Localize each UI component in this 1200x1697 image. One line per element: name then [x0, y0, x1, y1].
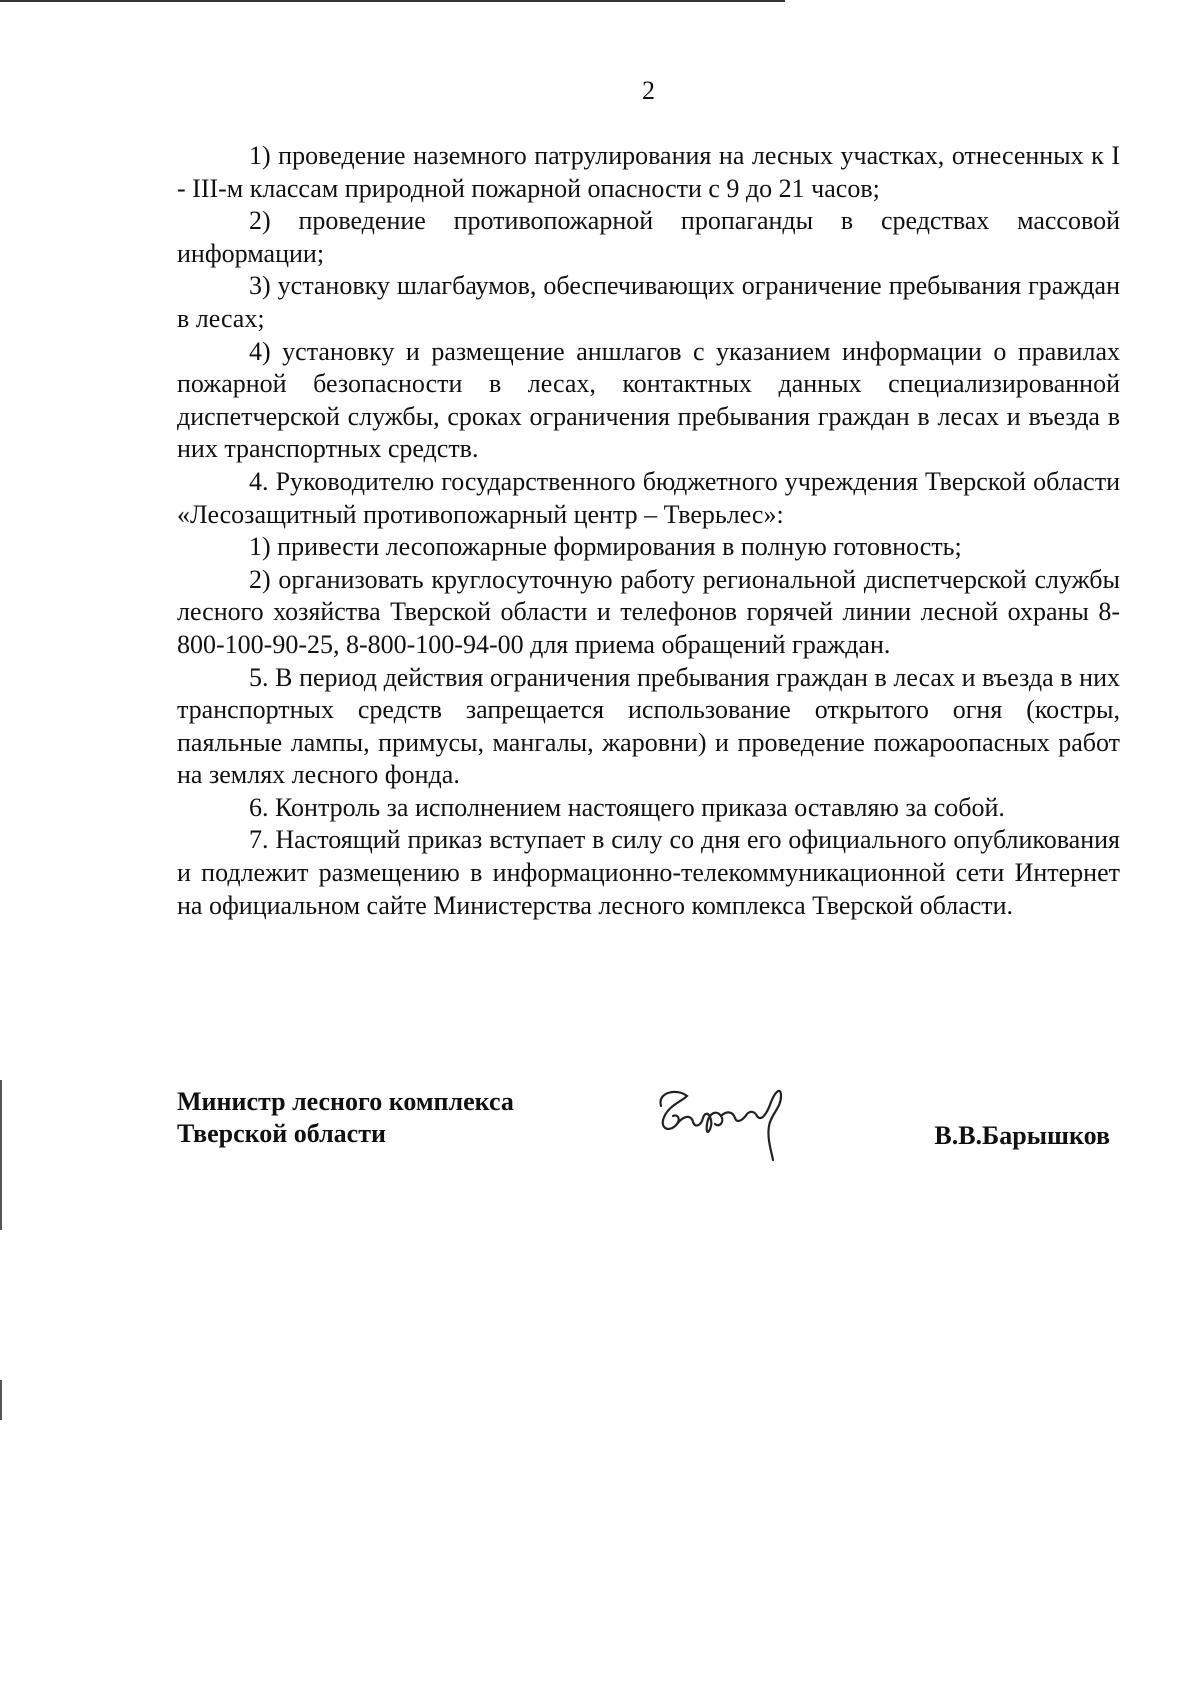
signature-block: [177, 1086, 1120, 1186]
scan-edge-mark: [0, 1080, 2, 1230]
paragraph-section-4: 4. Руководителю государственного бюджетного учреждения Тверской области «Лесозащитный противопожарный центр – Тверьлес»:: [177, 466, 1120, 529]
paragraph-item-3: 3) установку шлагбаумов, обеспечивающих ограничение пребывания граждан в лесах;: [177, 271, 1120, 333]
paragraph-section-7: 7. Настоящий приказ вступает в силу со дня его официального опубликования и подлежит размещению в информационно-телекоммуникационной сети Интернет на официальном сайте Министерства лесного комплекса Тверской области.: [177, 825, 1120, 920]
paragraph-section-4-item-1: 1) привести лесопожарные формирования в полную готовность;: [249, 532, 962, 562]
scan-edge-line: [0, 0, 785, 2]
handwritten-signature: [647, 1080, 797, 1162]
paragraph-item-4: 4) установку и размещение аншлагов с указанием информации о правилах пожарной безопасности в лесах, контактных данных специализированной диспетчерской службы, сроках ограничения пребывания граждан в лесах и въезда в них транспортных средств.: [177, 336, 1120, 464]
paragraph-section-4-item-2: 2) организовать круглосуточную работу региональной диспетчерской службы лесного хозяйства Тверской области и телефонов горячей линии лесной охраны 8-800-100-90-25, 8-800-100-94-00 для приема обращений граждан.: [177, 564, 1120, 659]
document-body: [177, 140, 1120, 922]
signer-title-line-2: Тверской области: [177, 1119, 386, 1148]
signer-title-line-1: Министр лесного комплекса: [177, 1087, 514, 1116]
paragraph-item-1: 1) проведение наземного патрулирования на лесных участках, отнесенных к I - III-м классам природной пожарной опасности с 9 до 21 часов;: [177, 141, 1120, 203]
signer-name: В.В.Барышков: [934, 1121, 1110, 1150]
page-number: 2: [642, 76, 655, 105]
paragraph-item-2: 2) проведение противопожарной пропаганды в средствах массовой информации;: [177, 206, 1120, 268]
signer-title: [177, 1086, 514, 1150]
paragraph-section-6: 6. Контроль за исполнением настоящего приказа оставляю за собой.: [249, 792, 1005, 822]
scan-edge-mark: [0, 1380, 2, 1420]
paragraph-section-5: 5. В период действия ограничения пребывания граждан в лесах и въезда в них транспортных средств запрещается использование открытого огня (костры, паяльные лампы, примусы, мангалы, жаровни) и проведение пожароопасных работ на землях лесного фонда.: [177, 662, 1120, 790]
